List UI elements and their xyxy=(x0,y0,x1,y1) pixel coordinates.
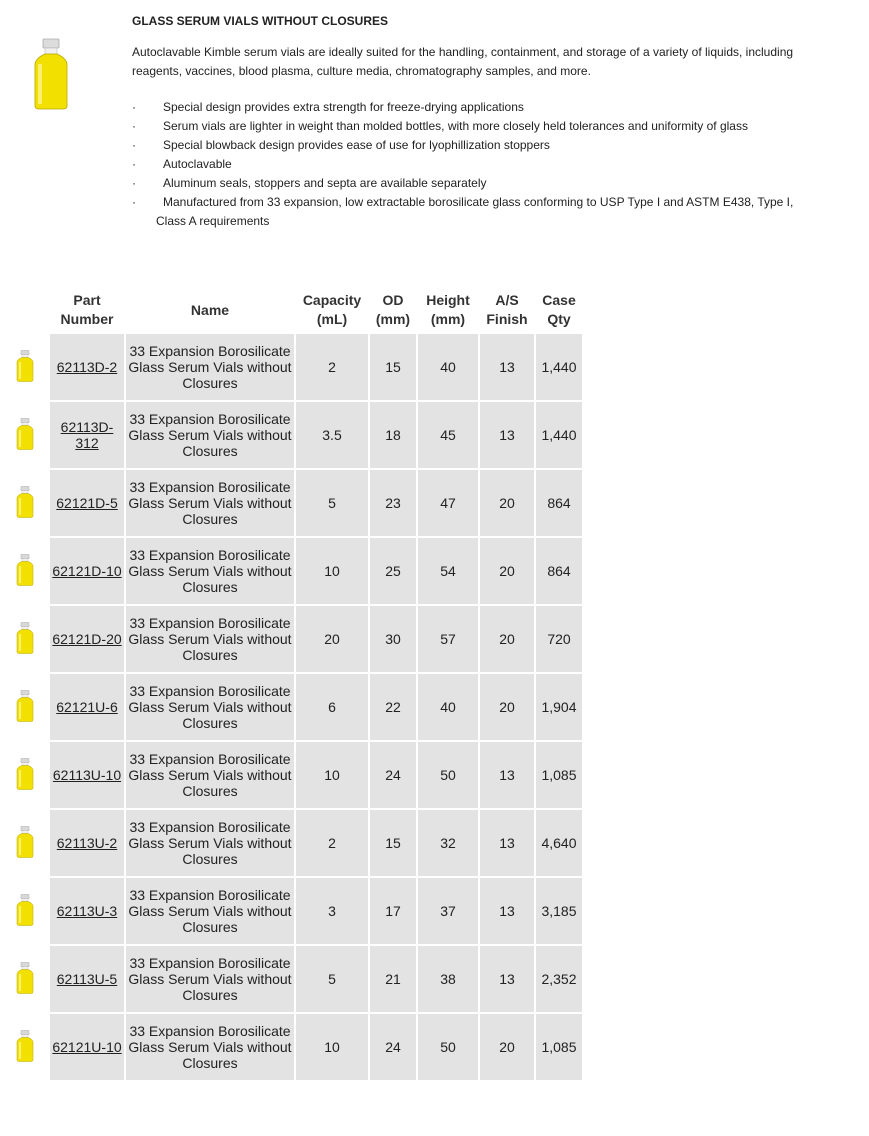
part-number-link[interactable]: 62121U-10 xyxy=(52,1039,122,1055)
name-cell: 33 Expansion Borosilicate Glass Serum Vials without Closures xyxy=(126,1014,294,1080)
part-number-link[interactable]: 62121D-5 xyxy=(56,495,118,511)
height-cell: 50 xyxy=(418,1014,478,1080)
table-row xyxy=(2,538,582,604)
case-qty-cell: 1,085 xyxy=(536,742,582,808)
part-number-cell xyxy=(50,606,124,672)
table-row xyxy=(2,674,582,740)
od-cell: 30 xyxy=(370,606,416,672)
vial-icon xyxy=(2,946,48,1012)
name-cell: 33 Expansion Borosilicate Glass Serum Vials without Closures xyxy=(126,878,294,944)
od-cell: 23 xyxy=(370,470,416,536)
feature-item: · Special blowback design provides ease of use for lyophillization stoppers xyxy=(132,138,550,152)
capacity-cell: 5 xyxy=(296,470,368,536)
height-cell: 50 xyxy=(418,742,478,808)
page-title: GLASS SERUM VIALS WITHOUT CLOSURES xyxy=(132,14,389,28)
table-row xyxy=(2,334,582,400)
as-finish-cell: 13 xyxy=(480,946,534,1012)
vial-icon xyxy=(2,606,48,672)
table-row xyxy=(2,402,582,468)
part-number-link[interactable]: 62121U-6 xyxy=(56,699,118,715)
vial-icon xyxy=(2,810,48,876)
vial-icon xyxy=(2,470,48,536)
name-cell: 33 Expansion Borosilicate Glass Serum Vials without Closures xyxy=(126,334,294,400)
capacity-cell: 3 xyxy=(296,878,368,944)
height-cell: 37 xyxy=(418,878,478,944)
feature-item: · Aluminum seals, stoppers and septa are available separately xyxy=(132,176,487,190)
part-number-cell xyxy=(50,742,124,808)
as-finish-cell: 13 xyxy=(480,878,534,944)
height-cell: 38 xyxy=(418,946,478,1012)
name-header: Name xyxy=(126,288,294,332)
capacity-cell: 3.5 xyxy=(296,402,368,468)
vial-icon xyxy=(2,878,48,944)
name-cell: 33 Expansion Borosilicate Glass Serum Vials without Closures xyxy=(126,402,294,468)
as-finish-cell: 20 xyxy=(480,470,534,536)
od-cell: 18 xyxy=(370,402,416,468)
height-cell: 54 xyxy=(418,538,478,604)
vial-product-image xyxy=(33,38,69,110)
capacity-cell: 20 xyxy=(296,606,368,672)
name-cell: 33 Expansion Borosilicate Glass Serum Vials without Closures xyxy=(126,742,294,808)
product-table xyxy=(0,286,584,1082)
name-cell: 33 Expansion Borosilicate Glass Serum Vials without Closures xyxy=(126,810,294,876)
image-column-header xyxy=(2,288,48,332)
capacity-cell: 10 xyxy=(296,538,368,604)
part-number-link[interactable]: 62113U-3 xyxy=(56,903,118,919)
table-row xyxy=(2,878,582,944)
od-cell: 17 xyxy=(370,878,416,944)
od-header: OD (mm) xyxy=(370,288,416,332)
table-row xyxy=(2,810,582,876)
height-cell: 32 xyxy=(418,810,478,876)
table-row xyxy=(2,742,582,808)
feature-item: · Autoclavable xyxy=(132,157,232,171)
height-cell: 40 xyxy=(418,674,478,740)
feature-item: · Special design provides extra strength for freeze-drying applications xyxy=(132,100,524,114)
case-qty-cell: 4,640 xyxy=(536,810,582,876)
table-row xyxy=(2,470,582,536)
case-qty-cell: 1,440 xyxy=(536,402,582,468)
part-number-cell xyxy=(50,334,124,400)
name-cell: 33 Expansion Borosilicate Glass Serum Vials without Closures xyxy=(126,674,294,740)
part-number-cell xyxy=(50,878,124,944)
as-finish-cell: 13 xyxy=(480,334,534,400)
as-finish-cell: 20 xyxy=(480,1014,534,1080)
feature-item: · Serum vials are lighter in weight than molded bottles, with more closely held tolerances and uniformity of glass xyxy=(132,119,748,133)
as-finish-cell: 13 xyxy=(480,810,534,876)
height-cell: 45 xyxy=(418,402,478,468)
as-finish-cell: 20 xyxy=(480,674,534,740)
part-number-link[interactable]: 62113D-312 xyxy=(60,419,114,451)
capacity-header: Capacity (mL) xyxy=(296,288,368,332)
capacity-cell: 10 xyxy=(296,1014,368,1080)
capacity-cell: 10 xyxy=(296,742,368,808)
case-qty-cell: 3,185 xyxy=(536,878,582,944)
table-header-row xyxy=(2,288,582,332)
part-number-link[interactable]: 62113D-2 xyxy=(56,359,118,375)
part-number-header: Part Number xyxy=(50,288,124,332)
vial-icon xyxy=(2,742,48,808)
part-number-link[interactable]: 62121D-20 xyxy=(52,631,122,647)
name-cell: 33 Expansion Borosilicate Glass Serum Vials without Closures xyxy=(126,538,294,604)
feature-list xyxy=(132,98,832,230)
vial-icon xyxy=(2,674,48,740)
capacity-cell: 2 xyxy=(296,810,368,876)
part-number-link[interactable]: 62113U-10 xyxy=(52,767,122,783)
case-qty-cell: 864 xyxy=(536,470,582,536)
part-number-cell xyxy=(50,810,124,876)
name-cell: 33 Expansion Borosilicate Glass Serum Vials without Closures xyxy=(126,606,294,672)
table-row xyxy=(2,946,582,1012)
case-qty-cell: 864 xyxy=(536,538,582,604)
part-number-cell xyxy=(50,402,124,468)
od-cell: 24 xyxy=(370,742,416,808)
height-cell: 57 xyxy=(418,606,478,672)
height-cell: 40 xyxy=(418,334,478,400)
part-number-link[interactable]: 62113U-5 xyxy=(56,971,118,987)
vial-icon xyxy=(2,334,48,400)
part-number-cell xyxy=(50,538,124,604)
as-finish-header: A/S Finish xyxy=(480,288,534,332)
od-cell: 21 xyxy=(370,946,416,1012)
height-cell: 47 xyxy=(418,470,478,536)
od-cell: 22 xyxy=(370,674,416,740)
as-finish-cell: 20 xyxy=(480,538,534,604)
od-cell: 25 xyxy=(370,538,416,604)
capacity-cell: 2 xyxy=(296,334,368,400)
as-finish-cell: 20 xyxy=(480,606,534,672)
vial-icon xyxy=(2,538,48,604)
part-number-cell xyxy=(50,946,124,1012)
vial-icon xyxy=(2,402,48,468)
table-row xyxy=(2,1014,582,1080)
feature-item: · Manufactured from 33 expansion, low extractable borosilicate glass conforming to USP Type I and ASTM E438, Type I, Class A requirements xyxy=(132,195,794,228)
as-finish-cell: 13 xyxy=(480,402,534,468)
vial-icon xyxy=(2,1014,48,1080)
part-number-cell xyxy=(50,674,124,740)
intro-paragraph: Autoclavable Kimble serum vials are ideally suited for the handling, containment, and storage of a variety of liquids, including reagents, vaccines, blood plasma, culture media, chromatography samples, and more. xyxy=(132,45,794,78)
case-qty-cell: 1,904 xyxy=(536,674,582,740)
capacity-cell: 5 xyxy=(296,946,368,1012)
case-qty-header: Case Qty xyxy=(536,288,582,332)
od-cell: 15 xyxy=(370,810,416,876)
case-qty-cell: 720 xyxy=(536,606,582,672)
part-number-cell xyxy=(50,470,124,536)
case-qty-cell: 1,085 xyxy=(536,1014,582,1080)
as-finish-cell: 13 xyxy=(480,742,534,808)
part-number-link[interactable]: 62121D-10 xyxy=(52,563,122,579)
name-cell: 33 Expansion Borosilicate Glass Serum Vials without Closures xyxy=(126,470,294,536)
part-number-cell xyxy=(50,1014,124,1080)
case-qty-cell: 1,440 xyxy=(536,334,582,400)
od-cell: 15 xyxy=(370,334,416,400)
name-cell: 33 Expansion Borosilicate Glass Serum Vials without Closures xyxy=(126,946,294,1012)
height-header: Height (mm) xyxy=(418,288,478,332)
od-cell: 24 xyxy=(370,1014,416,1080)
table-row xyxy=(2,606,582,672)
capacity-cell: 6 xyxy=(296,674,368,740)
part-number-link[interactable]: 62113U-2 xyxy=(56,835,118,851)
case-qty-cell: 2,352 xyxy=(536,946,582,1012)
